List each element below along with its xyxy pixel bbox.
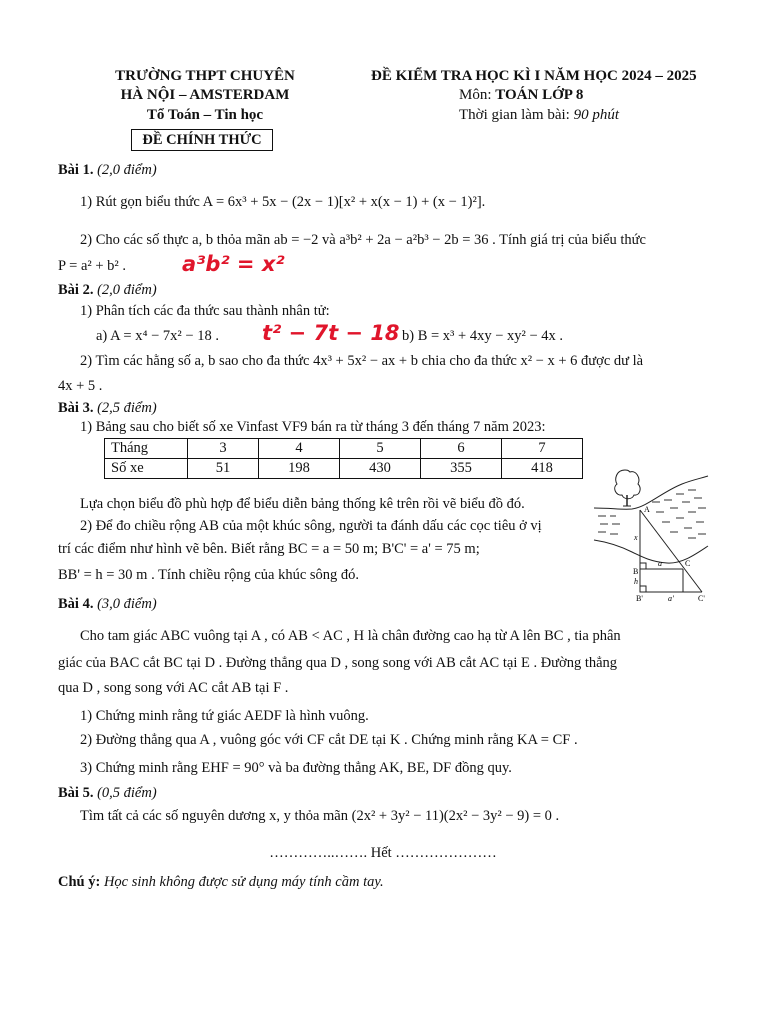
- bai2-qa: a) A = x⁴ − 7x² − 18 .: [96, 328, 219, 344]
- bai3-q1b: Lựa chọn biểu đồ phù hợp để biểu diễn bảng thống kê trên rồi vẽ biểu đồ đó.: [80, 496, 525, 512]
- bai2-q2a: 2) Tìm các hằng số a, b sao cho đa thức 4x³ + 5x² − ax + b chia cho đa thức x² − x + 6 được dư là: [80, 353, 644, 369]
- school-name-line2: HÀ NỘI – AMSTERDAM: [120, 87, 290, 103]
- river-figure: [592, 462, 710, 602]
- bai3-q2a: 2) Để đo chiều rộng AB của một khúc sông, người ta đánh dấu các cọc tiêu ở vị: [80, 518, 542, 534]
- bai5-points: (0,5 điểm): [97, 785, 157, 801]
- table-cell: 5: [340, 439, 421, 459]
- tree-icon: [615, 470, 640, 506]
- bai1-q1: 1) Rút gọn biểu thức A = 6x³ + 5x − (2x − 1)[x² + x(x − 1) + (x − 1)²].: [80, 194, 486, 210]
- bai4-title: Bài 4.: [58, 596, 94, 612]
- time-label: Thời gian làm bài:: [459, 107, 574, 123]
- bai5-heading: [58, 785, 157, 802]
- department-name: Tổ Toán – Tin học: [146, 107, 264, 123]
- bai4-heading: [58, 596, 157, 613]
- table-cell: 355: [421, 459, 502, 479]
- bai2-title: Bài 2.: [58, 282, 94, 298]
- bai5-q1: Tìm tất cả các số nguyên dương x, y thỏa mãn (2x² + 3y² − 11)(2x² − 3y² − 9) = 0 .: [80, 808, 560, 824]
- official-label: ĐỀ CHÍNH THỨC: [131, 129, 273, 151]
- bai4-q2: 2) Đường thẳng qua A , vuông góc với CF cắt DE tại K . Chứng minh rằng KA = CF .: [80, 732, 578, 748]
- handwritten-note-2: t² − 7t − 18: [262, 321, 400, 345]
- school-name-line1: TRƯỜNG THPT CHUYÊN: [115, 68, 295, 84]
- table-cell: 4: [259, 439, 340, 459]
- fig-label-B: B: [633, 567, 639, 576]
- bai3-heading: [58, 400, 157, 417]
- bai3-points: (2,5 điểm): [97, 400, 157, 416]
- table-cell: 418: [502, 459, 583, 479]
- table-row: [105, 439, 583, 459]
- note-label: Chú ý:: [58, 874, 104, 890]
- table-row-label: Số xe: [105, 459, 188, 479]
- time-value: 90 phút: [573, 107, 619, 123]
- bai2-points: (2,0 điểm): [97, 282, 157, 298]
- bai2-q2b: 4x + 5 .: [58, 378, 103, 394]
- bai1-heading: [58, 162, 157, 179]
- bai4-p1: Cho tam giác ABC vuông tại A , có AB < AC , H là chân đường cao hạ từ A lên BC , tia phân: [80, 628, 621, 644]
- table-cell: 51: [188, 459, 259, 479]
- bai3-q2c: BB' = h = 30 m . Tính chiều rộng của khúc sông đó.: [58, 567, 360, 583]
- bai2-heading: [58, 282, 157, 299]
- bai2-q1: 1) Phân tích các đa thức sau thành nhân tử:: [80, 303, 330, 319]
- fig-label-C: C: [685, 559, 691, 568]
- bai5-title: Bài 5.: [58, 785, 94, 801]
- note-text: Học sinh không được sử dụng máy tính cầm tay.: [103, 874, 384, 890]
- bai3-q2b: trí các điểm như hình vẽ bên. Biết rằng BC = a = 50 m; B'C' = a' = 75 m;: [58, 541, 480, 557]
- bai1-q2a: 2) Cho các số thực a, b thỏa mãn ab = −2 và a³b² + 2a − a²b³ − 2b = 36 . Tính giá trị của biểu thức: [80, 232, 646, 248]
- bai4-p2: giác của BAC cắt BC tại D . Đường thẳng qua D , song song với AB cắt AC tại E . Đường thẳng: [58, 655, 618, 671]
- end-marker: …………..……. Hết …………………: [269, 845, 497, 861]
- fig-label-aprime: a': [668, 594, 674, 602]
- subject-value: TOÁN LỚP 8: [495, 87, 584, 103]
- table-row: [105, 459, 583, 479]
- sales-table: [104, 438, 583, 479]
- table-cell: 3: [188, 439, 259, 459]
- fig-label-Cprime: C': [698, 594, 705, 602]
- fig-label-x: x: [634, 533, 638, 542]
- table-row-label: Tháng: [105, 439, 188, 459]
- time-line: [459, 107, 619, 124]
- exam-title: ĐỀ KIỂM TRA HỌC KÌ I NĂM HỌC 2024 – 2025: [371, 68, 697, 84]
- table-cell: 198: [259, 459, 340, 479]
- subject-line: [459, 87, 583, 104]
- bai4-q1: 1) Chứng minh rằng tứ giác AEDF là hình vuông.: [80, 708, 369, 724]
- bai1-points: (2,0 điểm): [97, 162, 157, 178]
- subject-label: Môn:: [459, 87, 496, 103]
- bai4-q3: 3) Chứng minh rằng EHF = 90° và ba đường thẳng AK, BE, DF đồng quy.: [80, 760, 512, 776]
- table-cell: 7: [502, 439, 583, 459]
- fig-label-Bprime: B': [636, 594, 643, 602]
- bai1-title: Bài 1.: [58, 162, 94, 178]
- fig-label-h: h: [634, 577, 638, 586]
- footer-note: [58, 874, 384, 891]
- bai1-q2b: P = a² + b² .: [58, 258, 127, 274]
- table-cell: 6: [421, 439, 502, 459]
- fig-label-A: A: [644, 505, 650, 514]
- table-cell: 430: [340, 459, 421, 479]
- bai2-qb: b) B = x³ + 4xy − xy² − 4x .: [402, 328, 564, 344]
- bai4-p3: qua D , song song với AC cắt AB tại F .: [58, 680, 289, 696]
- fig-label-a: a: [658, 559, 662, 568]
- bai3-title: Bài 3.: [58, 400, 94, 416]
- bai3-q1: 1) Bảng sau cho biết số xe Vinfast VF9 bán ra từ tháng 3 đến tháng 7 năm 2023:: [80, 419, 546, 435]
- bai4-points: (3,0 điểm): [97, 596, 157, 612]
- handwritten-note-1: a³b² = x²: [182, 252, 285, 276]
